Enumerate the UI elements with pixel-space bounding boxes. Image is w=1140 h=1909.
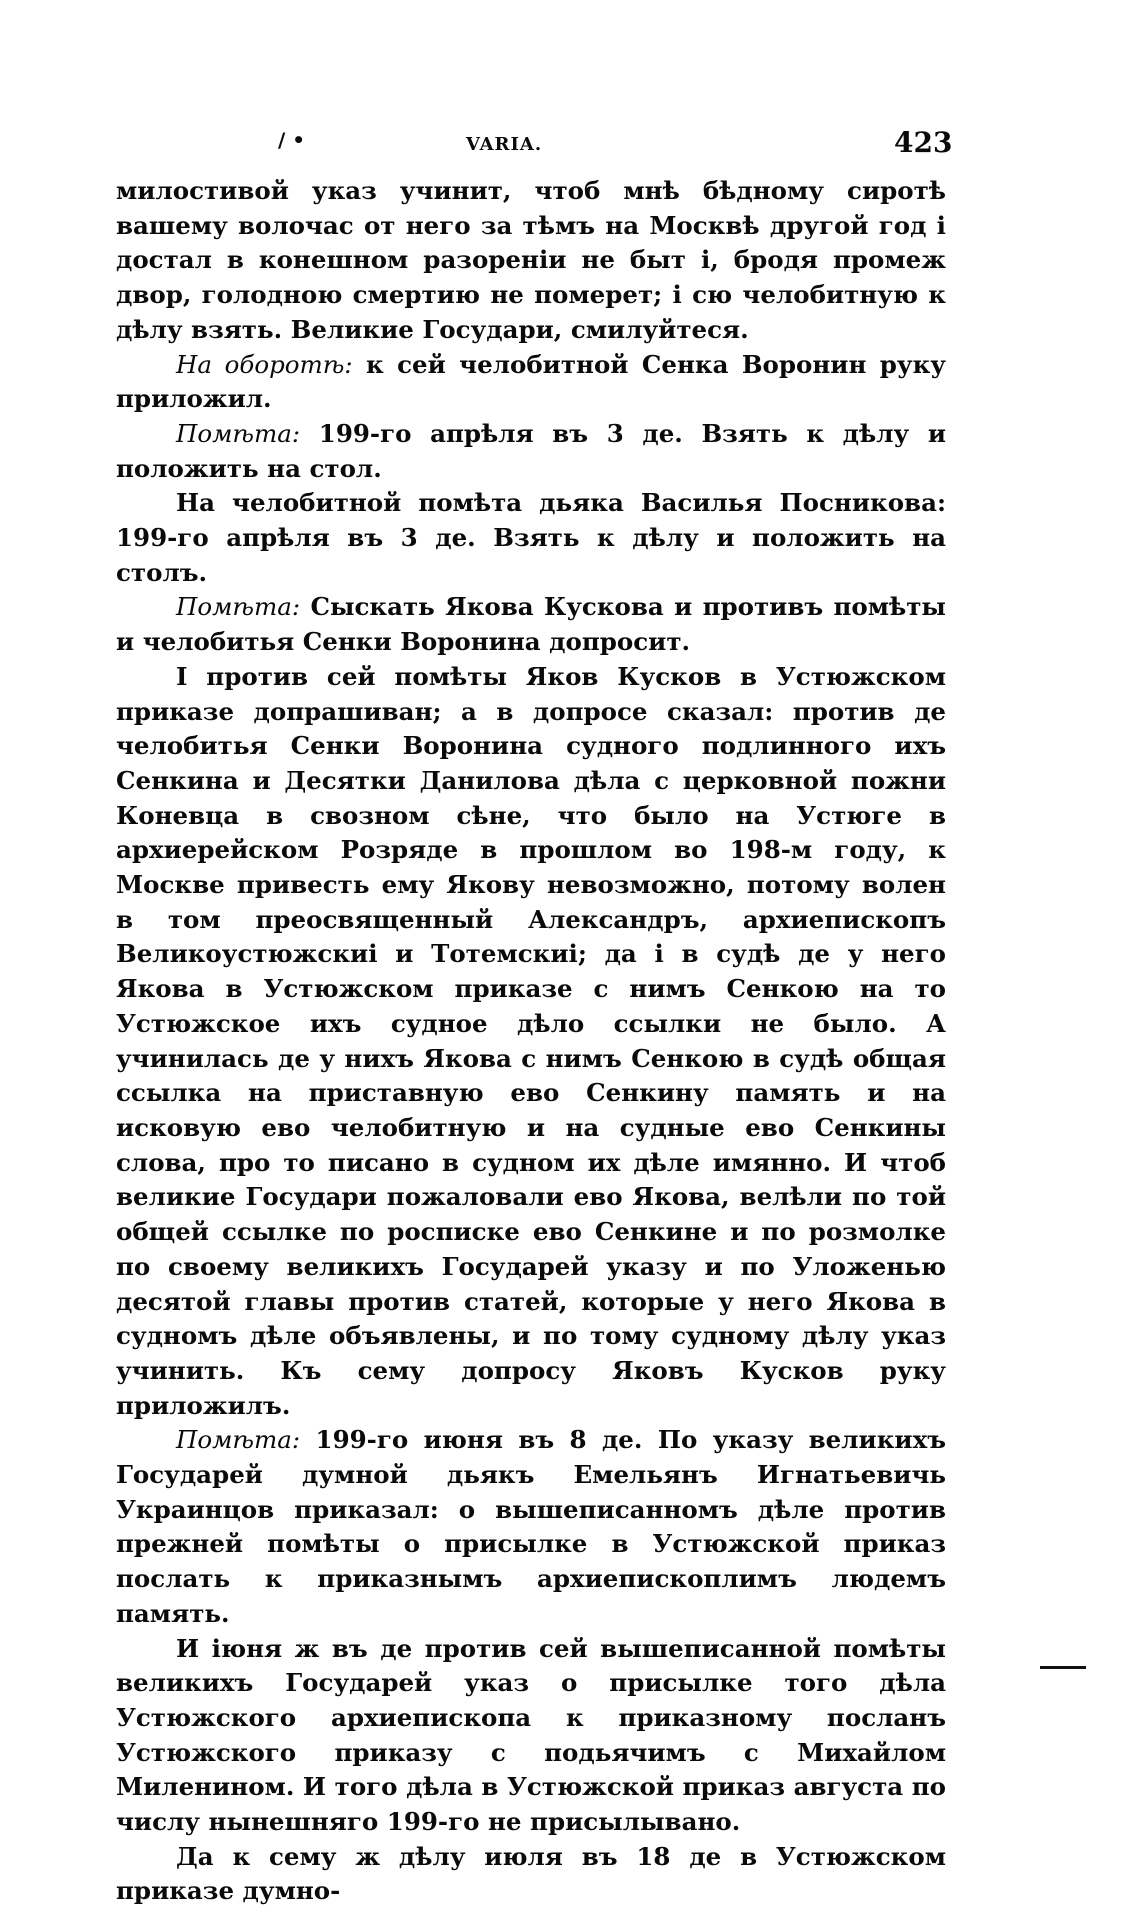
paragraph-3-text: 199-го апрѣля въ 3 де. Взять к дѣлу и положить на стол. xyxy=(116,418,946,483)
paragraph-7 xyxy=(116,1423,946,1631)
paragraph-4-text: На челобитной помѣта дьяка Василья Посникова: 199-го апрѣля въ 3 де. Взять к дѣлу и положить на столъ. xyxy=(116,488,946,587)
paragraph-5-text: Сыскать Якова Кускова и противъ помѣты и челобитья Сенки Воронина допросит. xyxy=(116,592,946,657)
paragraph-6 xyxy=(116,660,946,1423)
running-head: VARIA. xyxy=(466,134,543,155)
edge-mark xyxy=(1040,1666,1086,1669)
paragraph-9-text: Да к сему ж дѣлу июля въ 18 де в Устюжском приказе думно- xyxy=(116,1841,946,1906)
note-label: Помѣта: xyxy=(176,418,301,448)
paragraph-2-text: к сей челобитной Сенка Воронин руку приложил. xyxy=(116,349,946,414)
paragraph-8-text: И іюня ж въ де против сей вышеписанной помѣты великихъ Государей указ о присылке того дѣла Устюжского архиепископа к приказному посланъ Устюжского приказу с подьячимъ с Михайлом Миленином. И того дѣла в Устюжской приказ августа по числу нынешняго 199-го не присылывано. xyxy=(116,1633,946,1837)
note-label: Помѣта: xyxy=(176,592,301,622)
paragraph-5 xyxy=(116,590,946,659)
paragraph-8 xyxy=(116,1632,946,1840)
text-body xyxy=(116,174,946,1909)
paragraph-1 xyxy=(116,174,946,348)
paragraph-6-text: І против сей помѣты Яков Кусков в Устюжском приказе допрашиван; а в допросе сказал: против де челобитья Сенки Воронина судного подлинного ихъ Сенкина и Десятки Данилова дѣла с церковной пожни Коневца в свозном сѣне, что было на Устюге в архиерейском Розряде в прошлом во 198-м году, к Москве привесть ему Якову невозможно, потому волен в том преосвященный Александръ, архиепископъ Великоустюжскиі и Тотемскиі; да і в судѣ де у него Якова в Устюжском приказе с нимъ Сенкою на то Устюжское ихъ судное дѣло ссылки не было. А учинилась де у нихъ Якова с нимъ Сенкою в судѣ общая ссылка на приставную ево Сенкину память и на исковую ево челобитную и на судные ево Сенкины слова, про то писано в судном их дѣле имянно. И чтоб великие Государи пожаловали ево Якова, велѣли по той общей ссылке по росписке ево Сенкине и по розмолке по своему великихъ Государей указу и по Уложенью десятой главы против статей, которые у него Якова в судномъ дѣле объявлены, и по тому судному дѣлу указ учинить. Къ сему допросу Яковъ Кусков руку приложилъ. xyxy=(116,661,946,1420)
header-mark: / • xyxy=(278,128,306,152)
reverse-side-label: На оборотѣ: xyxy=(176,349,353,379)
paragraph-1-text: милостивой указ учинит, чтоб мнѣ бѣдному сиротѣ вашему волочас от него за тѣмъ на Москвѣ другой год і достал в конешном разореніи не быт і, бродя промеж двор, голодною смертию не померет; і сю челобитную к дѣлу взять. Великие Государи, смилуйтеся. xyxy=(116,176,946,344)
paragraph-4 xyxy=(116,486,946,590)
paragraph-3 xyxy=(116,417,946,486)
paragraph-9 xyxy=(116,1840,946,1909)
page-header xyxy=(0,128,1140,164)
paragraph-2 xyxy=(116,348,946,417)
page-number: 423 xyxy=(894,126,953,159)
note-label: Помѣта: xyxy=(176,1425,301,1455)
paragraph-7-text: 199-го июня въ 8 де. По указу великихъ Государей думной дьякъ Емельянъ Игнатьевичь Украинцов приказал: о вышеписанномъ дѣле против прежней помѣты о присылке в Устюжской приказ послать к приказнымъ архиепископлимъ людемъ память. xyxy=(116,1425,946,1628)
